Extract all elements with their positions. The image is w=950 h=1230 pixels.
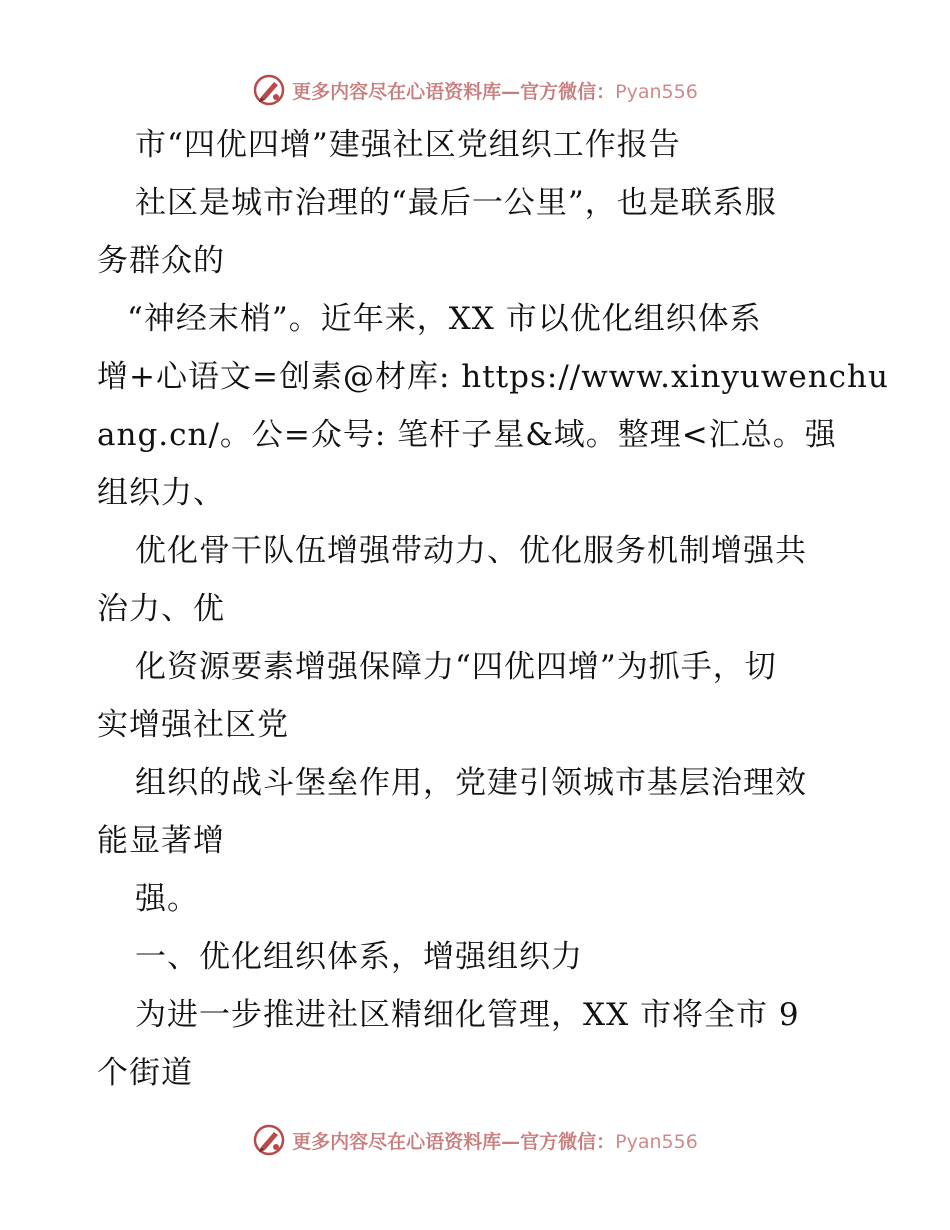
header-watermark [252, 73, 698, 107]
paragraph-line: 治力、优 [97, 591, 225, 627]
document-title: 市“四优四增”建强社区党组织工作报告 [135, 127, 681, 163]
watermark-main-text: 更多内容尽在心语资料库—官方微信： [292, 1130, 616, 1153]
footer-watermark-banner [0, 1120, 950, 1160]
paragraph-line: 强。 [135, 881, 199, 917]
watermark-text [292, 1127, 698, 1154]
paragraph-line: 能显著增 [97, 823, 225, 859]
paragraph-line: 个街道 [97, 1055, 193, 1091]
watermark-wechat-id: Pyan556 [615, 1130, 698, 1153]
pen-logo-icon [252, 73, 286, 107]
paragraph-line: 实增强社区党 [97, 707, 289, 743]
header-watermark-banner [0, 70, 950, 110]
paragraph-line: 增+心语文=创素@材库: https://www.xinyuwenchu [97, 359, 889, 395]
paragraph-line: 务群众的 [97, 243, 225, 279]
paragraph-line: 社区是城市治理的“最后一公里”，也是联系服 [135, 185, 777, 221]
paragraph-line: 组织力、 [97, 475, 225, 511]
paragraph-line: 化资源要素增强保障力“四优四增”为抓手，切 [135, 649, 777, 685]
paragraph-line: “神经末梢”。近年来，XX 市以优化组织体系 [127, 301, 762, 337]
watermark-text [292, 77, 698, 104]
pen-logo-icon [252, 1123, 286, 1157]
paragraph-line: ang.cn/。公=众号: 笔杆子星&域。整理<汇总。强 [97, 417, 837, 453]
watermark-wechat-id: Pyan556 [615, 80, 698, 103]
section-heading: 一、优化组织体系，增强组织力 [135, 939, 583, 975]
paragraph-line: 优化骨干队伍增强带动力、优化服务机制增强共 [135, 533, 807, 569]
paragraph-line: 组织的战斗堡垒作用，党建引领城市基层治理效 [135, 765, 807, 801]
watermark-main-text: 更多内容尽在心语资料库—官方微信： [292, 80, 616, 103]
document-body [97, 116, 889, 1102]
footer-watermark [252, 1123, 698, 1157]
paragraph-line: 为进一步推进社区精细化管理，XX 市将全市 9 [135, 997, 800, 1033]
